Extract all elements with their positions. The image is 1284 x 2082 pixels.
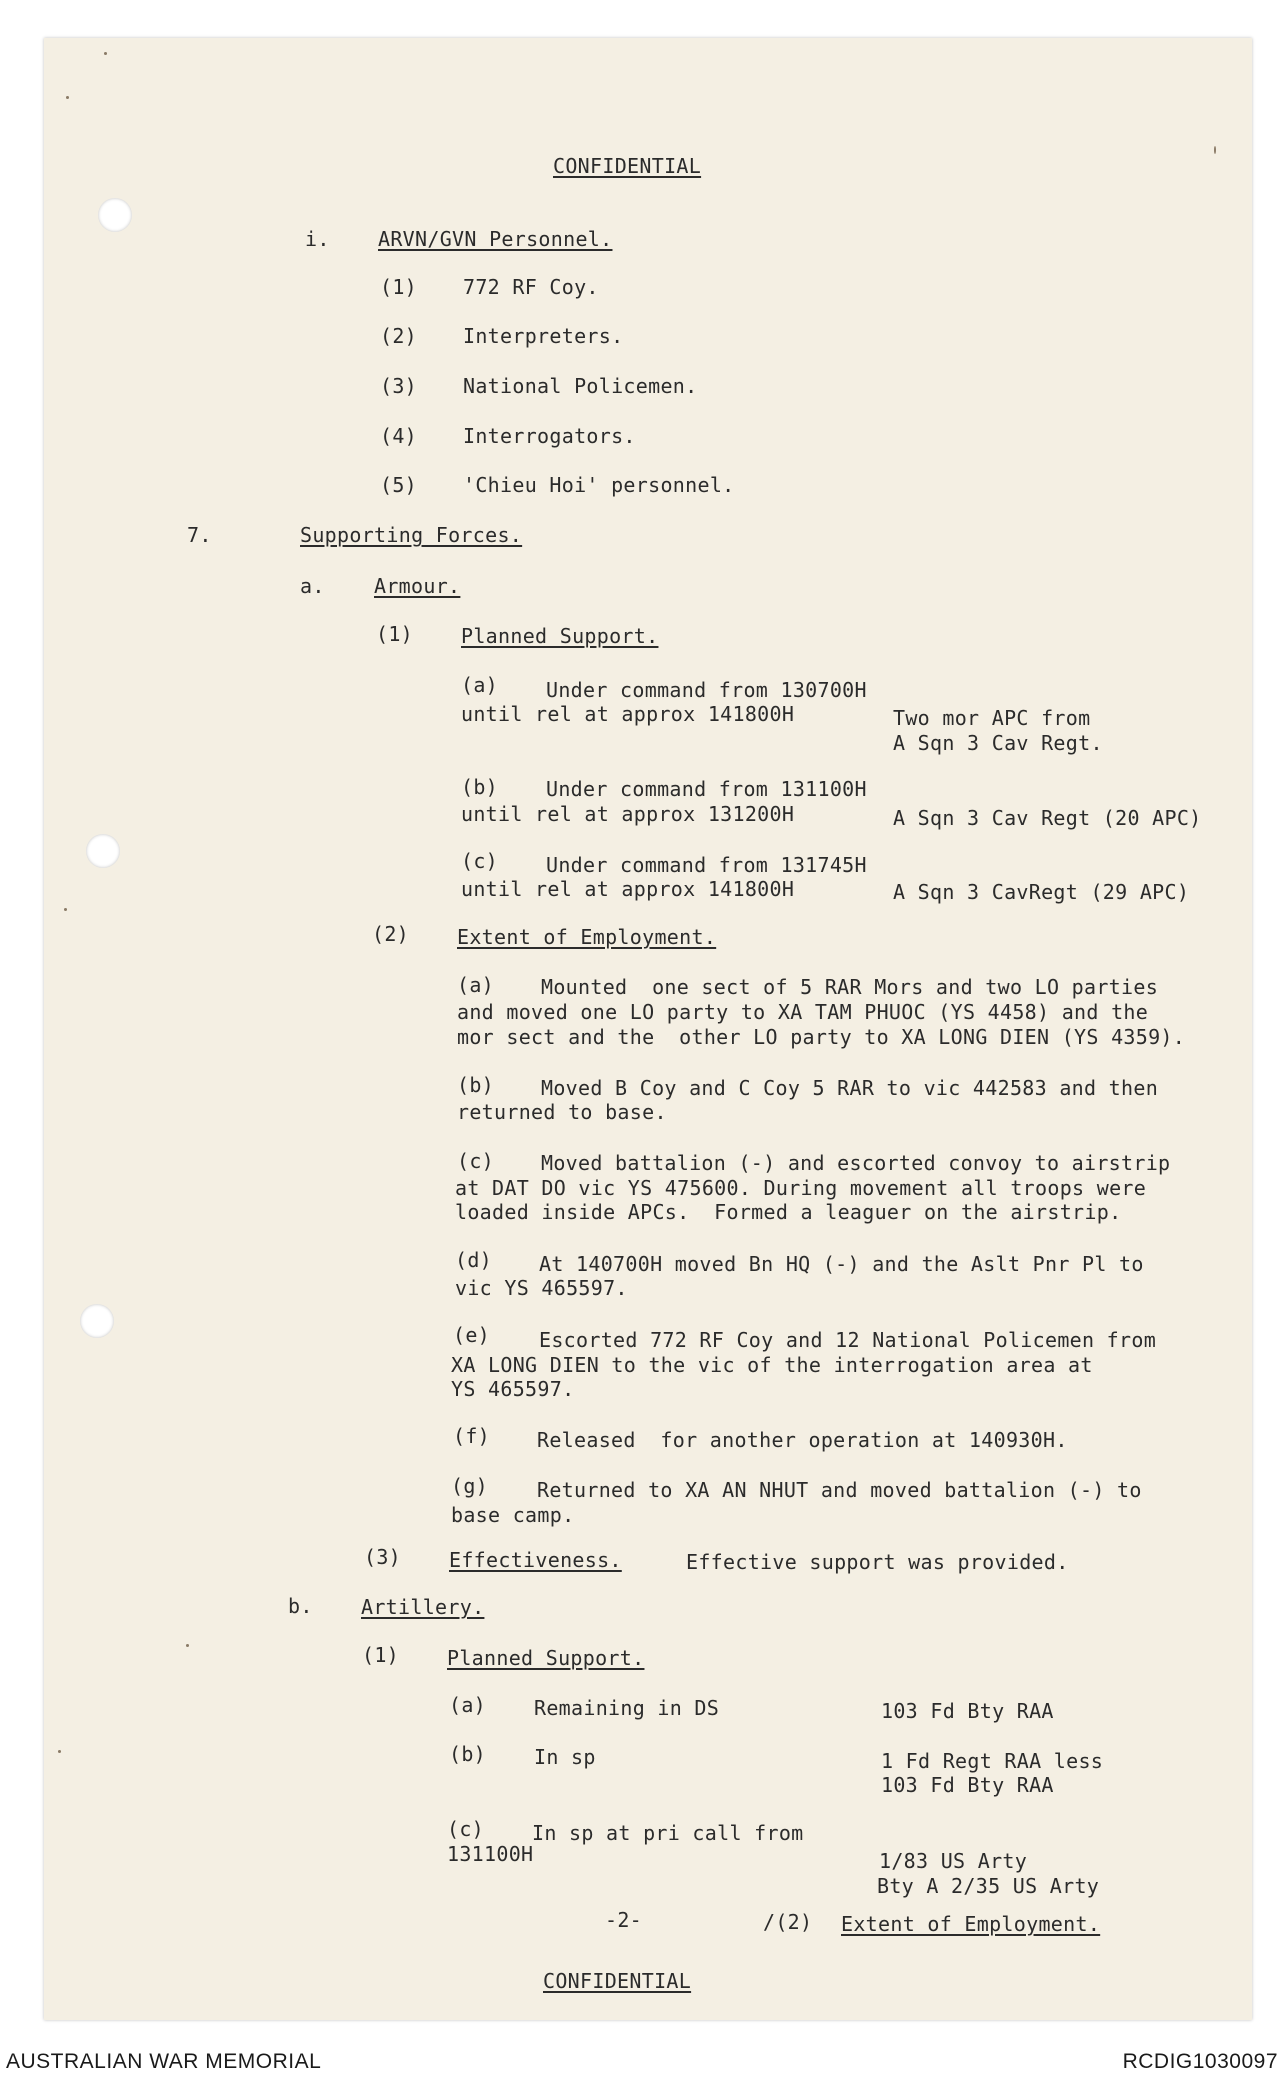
unit-line: 1/83 US Arty xyxy=(879,1849,1028,1873)
item-line: Under command from 130700H xyxy=(546,678,867,702)
list-item-text: 772 RF Coy. xyxy=(463,275,599,299)
item-line: Moved B Coy and C Coy 5 RAR to vic 442583 and then xyxy=(541,1076,1159,1100)
section-7-number: 7. xyxy=(187,523,212,547)
item-number: (b) xyxy=(461,775,499,799)
item-line: and moved one LO party to XA TAM PHUOC (YS 4458) and the xyxy=(457,1000,1149,1024)
item-line: 131100H xyxy=(447,1842,534,1866)
planned-support-title: Planned Support. xyxy=(461,624,659,648)
artillery-number: b. xyxy=(288,1594,313,1618)
item-number: (g) xyxy=(451,1474,489,1498)
unit-line: Bty A 2/35 US Arty xyxy=(877,1874,1100,1898)
item-line: Returned to XA AN NHUT and moved battalion (-) to xyxy=(537,1478,1142,1502)
unit-line: A Sqn 3 Cav Regt (20 APC) xyxy=(893,806,1202,830)
footer-classification: CONFIDENTIAL xyxy=(543,1969,692,1993)
item-line: Under command from 131745H xyxy=(546,853,867,877)
extent-title: Extent of Employment. xyxy=(457,925,717,949)
unit-line: Two mor APC from xyxy=(893,706,1091,730)
section-7-title: Supporting Forces. xyxy=(300,523,523,547)
item-line: loaded inside APCs. Formed a leaguer on the airstrip. xyxy=(455,1200,1122,1224)
continuation-prefix: /(2) xyxy=(763,1910,813,1934)
item-number: (c) xyxy=(447,1817,485,1841)
continuation-title: Extent of Employment. xyxy=(841,1912,1101,1936)
item-line: Escorted 772 RF Coy and 12 National Policemen from xyxy=(539,1328,1157,1352)
item-line: until rel at approx 141800H xyxy=(461,877,795,901)
item-line: Moved battalion (-) and escorted convoy to airstrip xyxy=(541,1151,1171,1175)
list-item-text: Interrogators. xyxy=(463,424,636,448)
planned-support-number: (1) xyxy=(376,622,414,646)
punch-hole xyxy=(98,198,132,232)
item-line: until rel at approx 141800H xyxy=(461,702,795,726)
list-item-number: (5) xyxy=(380,473,418,497)
item-line: Released for another operation at 140930H. xyxy=(537,1428,1068,1452)
page-number: -2- xyxy=(605,1908,643,1932)
item-line: until rel at approx 131200H xyxy=(461,802,795,826)
item-line: mor sect and the other LO party to XA LONG DIEN (YS 4359). xyxy=(457,1025,1186,1049)
item-line: Mounted one sect of 5 RAR Mors and two LO parties xyxy=(541,975,1159,999)
unit-line: A Sqn 3 CavRegt (29 APC) xyxy=(893,880,1190,904)
item-line: at DAT DO vic YS 475600. During movement all troops were xyxy=(455,1176,1147,1200)
list-item-text: Interpreters. xyxy=(463,324,624,348)
list-item-number: (3) xyxy=(380,374,418,398)
unit-line: A Sqn 3 Cav Regt. xyxy=(893,731,1103,755)
armour-number: a. xyxy=(300,574,325,598)
section-i-title: ARVN/GVN Personnel. xyxy=(378,227,613,251)
effectiveness-text: Effective support was provided. xyxy=(686,1550,1069,1574)
list-item-number: (4) xyxy=(380,424,418,448)
archive-label: AUSTRALIAN WAR MEMORIAL xyxy=(6,2050,322,2073)
artillery-planned-number: (1) xyxy=(362,1643,400,1667)
item-number: (c) xyxy=(461,849,499,873)
header-classification: CONFIDENTIAL xyxy=(553,154,702,178)
unit-line: 103 Fd Bty RAA xyxy=(881,1699,1054,1723)
item-line: Under command from 131100H xyxy=(546,777,867,801)
item-number: (e) xyxy=(453,1323,491,1347)
item-line: vic YS 465597. xyxy=(455,1276,628,1300)
artillery-title: Artillery. xyxy=(361,1595,485,1619)
item-number: (a) xyxy=(457,973,495,997)
item-line: Remaining in DS xyxy=(534,1696,720,1720)
armour-title: Armour. xyxy=(374,574,461,598)
effectiveness-number: (3) xyxy=(364,1545,402,1569)
list-item-text: National Policemen. xyxy=(463,374,698,398)
item-line: In sp at pri call from xyxy=(532,1821,804,1845)
item-number: (b) xyxy=(449,1742,487,1766)
effectiveness-title: Effectiveness. xyxy=(449,1548,622,1572)
punch-hole xyxy=(80,1304,114,1338)
artillery-planned-title: Planned Support. xyxy=(447,1646,645,1670)
extent-number: (2) xyxy=(372,922,410,946)
item-line: base camp. xyxy=(451,1503,575,1527)
item-line: In sp xyxy=(534,1745,596,1769)
unit-line: 1 Fd Regt RAA less xyxy=(881,1749,1104,1773)
list-item-text: 'Chieu Hoi' personnel. xyxy=(463,473,735,497)
item-number: (f) xyxy=(453,1424,491,1448)
punch-hole xyxy=(86,834,120,868)
item-line: YS 465597. xyxy=(451,1377,575,1401)
archive-id: RCDIG1030097 xyxy=(1122,2050,1278,2073)
item-line: At 140700H moved Bn HQ (-) and the Aslt Pnr Pl to xyxy=(539,1252,1144,1276)
item-number: (a) xyxy=(461,673,499,697)
list-item-number: (1) xyxy=(380,275,418,299)
item-line: returned to base. xyxy=(457,1100,667,1124)
item-number: (b) xyxy=(457,1073,495,1097)
unit-line: 103 Fd Bty RAA xyxy=(881,1773,1054,1797)
item-number: (d) xyxy=(455,1248,493,1272)
section-i-number: i. xyxy=(305,227,330,251)
item-number: (c) xyxy=(457,1149,495,1173)
item-line: XA LONG DIEN to the vic of the interrogation area at xyxy=(451,1353,1093,1377)
list-item-number: (2) xyxy=(380,324,418,348)
item-number: (a) xyxy=(449,1693,487,1717)
